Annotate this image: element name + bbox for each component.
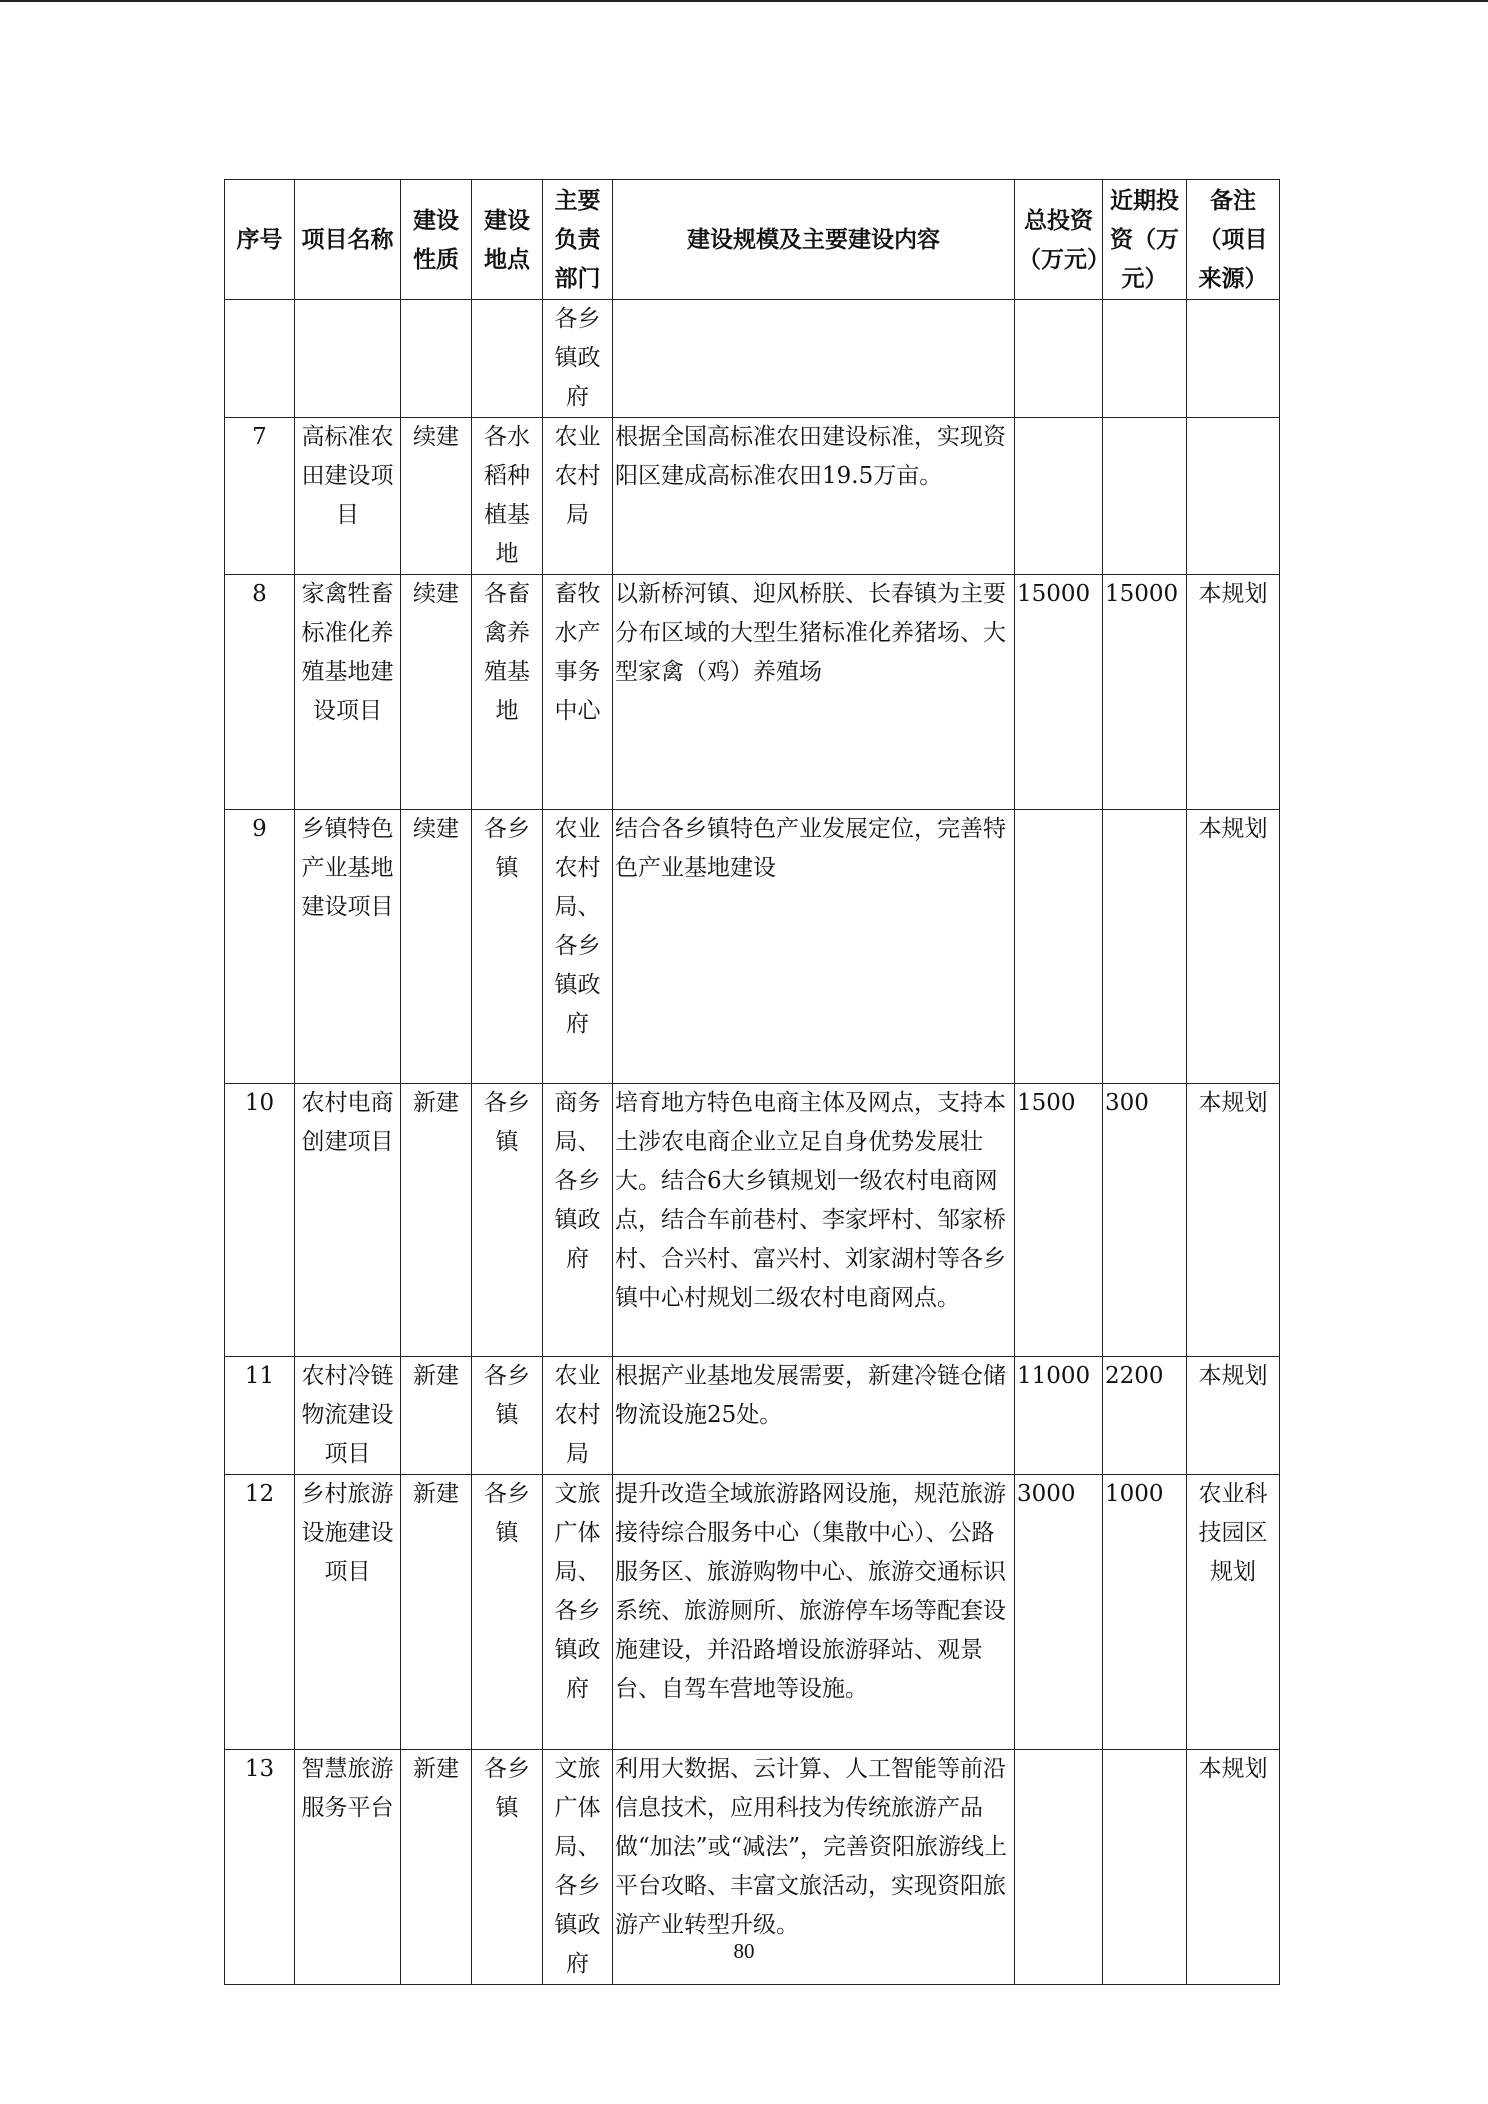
cell-no: 13 [225,1750,295,1985]
cell-nature [401,300,472,418]
cell-project-name: 家禽牲畜标准化养殖基地建设项目 [295,575,401,810]
cell-department: 农业农村局、各乡镇政府 [543,810,613,1084]
table-row [225,1357,1280,1475]
cell-department: 畜牧水产事务中心 [543,575,613,810]
table-row [225,1475,1280,1750]
cell-total-investment [1015,810,1103,1084]
cell-location: 各水稻种植基地 [472,418,543,575]
cell-total-investment [1015,418,1103,575]
project-table [224,179,1280,1985]
cell-nature: 新建 [401,1357,472,1475]
header-note: 备注（项目来源） [1187,180,1280,300]
header-near-investment: 近期投资（万元） [1103,180,1187,300]
table-row [225,300,1280,418]
cell-project-name: 智慧旅游服务平台 [295,1750,401,1985]
cell-location [472,300,543,418]
table-row [225,1084,1280,1357]
cell-near-investment: 300 [1103,1084,1187,1357]
cell-nature: 新建 [401,1084,472,1357]
cell-no: 7 [225,418,295,575]
cell-project-name: 乡村旅游设施建设项目 [295,1475,401,1750]
cell-near-investment: 1000 [1103,1475,1187,1750]
cell-note: 本规划 [1187,575,1280,810]
cell-total-investment: 3000 [1015,1475,1103,1750]
cell-content: 提升改造全域旅游路网设施，规范旅游接待综合服务中心（集散中心）、公路服务区、旅游购物中心、旅游交通标识系统、旅游厕所、旅游停车场等配套设施建设，并沿路增设旅游驿站、观景台、自驾车营地等设施。 [613,1475,1015,1750]
cell-near-investment [1103,418,1187,575]
cell-content: 根据全国高标准农田建设标准，实现资阳区建成高标准农田19.5万亩。 [613,418,1015,575]
cell-note: 本规划 [1187,1750,1280,1985]
cell-near-investment: 15000 [1103,575,1187,810]
cell-department: 各乡镇政府 [543,300,613,418]
cell-near-investment: 2200 [1103,1357,1187,1475]
cell-location: 各乡镇 [472,1357,543,1475]
cell-total-investment: 15000 [1015,575,1103,810]
cell-note [1187,300,1280,418]
cell-project-name: 农村电商创建项目 [295,1084,401,1357]
cell-location: 各乡镇 [472,810,543,1084]
cell-content: 培育地方特色电商主体及网点，支持本土涉农电商企业立足自身优势发展壮大。结合6大乡镇规划一级农村电商网点，结合车前巷村、李家坪村、邹家桥村、合兴村、富兴村、刘家湖村等各乡镇中心村规划二级农村电商网点。 [613,1084,1015,1357]
cell-note [1187,418,1280,575]
cell-total-investment: 1500 [1015,1084,1103,1357]
header-department: 主要负责部门 [543,180,613,300]
cell-department: 农业农村局 [543,418,613,575]
header-project-name: 项目名称 [295,180,401,300]
cell-nature: 续建 [401,418,472,575]
cell-project-name: 高标准农田建设项目 [295,418,401,575]
cell-no: 10 [225,1084,295,1357]
cell-location: 各乡镇 [472,1750,543,1985]
cell-location: 各畜禽养殖基地 [472,575,543,810]
table-row [225,418,1280,575]
cell-note: 农业科技园区规划 [1187,1475,1280,1750]
cell-near-investment [1103,810,1187,1084]
cell-location: 各乡镇 [472,1475,543,1750]
cell-nature: 新建 [401,1475,472,1750]
cell-note: 本规划 [1187,1084,1280,1357]
cell-nature: 续建 [401,810,472,1084]
cell-content: 结合各乡镇特色产业发展定位，完善特色产业基地建设 [613,810,1015,1084]
table-header-row [225,180,1280,300]
table-row [225,575,1280,810]
cell-department: 商务局、各乡镇政府 [543,1084,613,1357]
top-border-line [0,0,1488,2]
cell-note: 本规划 [1187,810,1280,1084]
cell-content: 根据产业基地发展需要，新建冷链仓储物流设施25处。 [613,1357,1015,1475]
cell-near-investment [1103,300,1187,418]
header-total-investment: 总投资（万元） [1015,180,1103,300]
cell-no: 9 [225,810,295,1084]
cell-content [613,300,1015,418]
cell-note: 本规划 [1187,1357,1280,1475]
cell-department: 文旅广体局、各乡镇政府 [543,1475,613,1750]
table-row [225,810,1280,1084]
header-location: 建设地点 [472,180,543,300]
cell-project-name: 农村冷链物流建设项目 [295,1357,401,1475]
cell-department: 农业农村局 [543,1357,613,1475]
header-nature: 建设性质 [401,180,472,300]
cell-location: 各乡镇 [472,1084,543,1357]
cell-no: 12 [225,1475,295,1750]
cell-department: 文旅广体局、各乡镇政府 [543,1750,613,1985]
cell-nature: 新建 [401,1750,472,1985]
cell-total-investment: 11000 [1015,1357,1103,1475]
cell-content: 以新桥河镇、迎风桥朕、长春镇为主要分布区域的大型生猪标准化养猪场、大型家禽（鸡）养殖场 [613,575,1015,810]
cell-total-investment [1015,300,1103,418]
header-content: 建设规模及主要建设内容 [613,180,1015,300]
cell-nature: 续建 [401,575,472,810]
cell-project-name [295,300,401,418]
cell-no: 11 [225,1357,295,1475]
cell-content: 利用大数据、云计算、人工智能等前沿信息技术，应用科技为传统旅游产品做“加法”或“减法”，完善资阳旅游线上平台攻略、丰富文旅活动，实现资阳旅游产业转型升级。 [613,1750,1015,1985]
page-number: 80 [733,1939,755,1963]
header-no: 序号 [225,180,295,300]
cell-project-name: 乡镇特色产业基地建设项目 [295,810,401,1084]
cell-no: 8 [225,575,295,810]
cell-no [225,300,295,418]
